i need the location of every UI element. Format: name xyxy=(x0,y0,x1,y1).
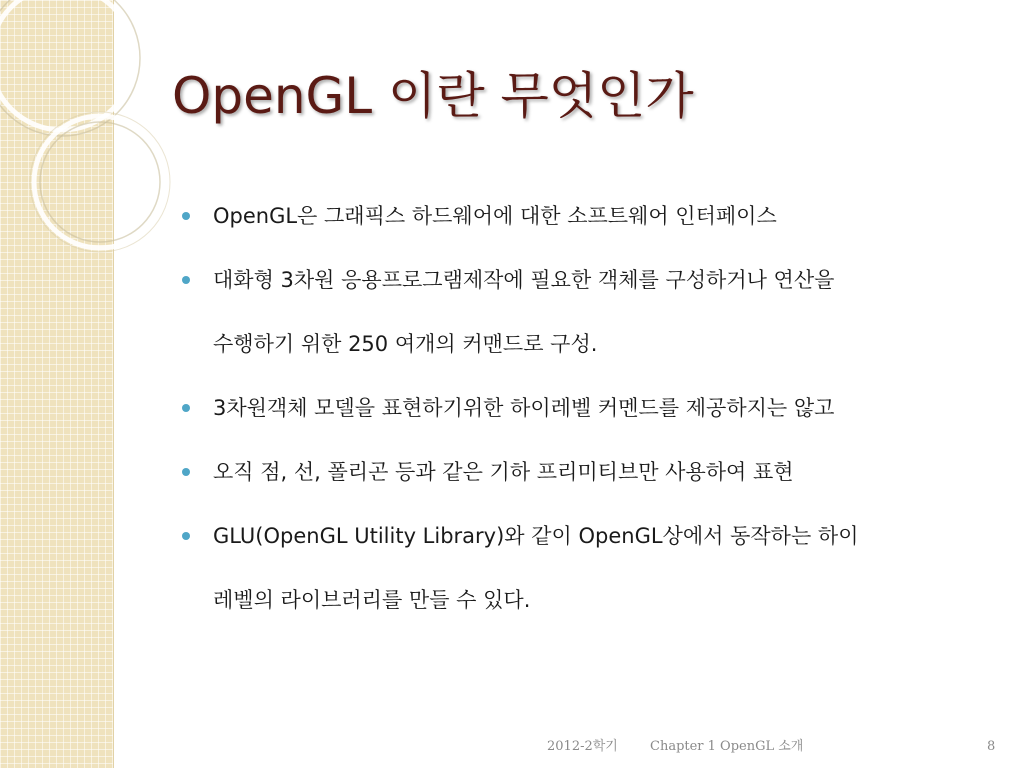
round-bullet-icon xyxy=(182,276,190,284)
bullet-text-continued: 수행하기 위한 250 여개의 커맨드로 구성. xyxy=(213,332,598,356)
bullet-item xyxy=(180,184,1000,248)
bullet-text: 오직 점, 선, 폴리곤 등과 같은 기하 프리미티브만 사용하여 표현 xyxy=(213,460,794,484)
slide-title: OpenGL 이란 무엇인가 xyxy=(172,67,694,125)
bullet-item xyxy=(180,248,1000,376)
bullet-text-continued: 레벨의 라이브러리를 만들 수 있다. xyxy=(213,588,531,612)
bullet-text: GLU(OpenGL Utility Library)와 같이 OpenGL상에서 동작하는 하이 xyxy=(213,524,859,548)
bullet-item xyxy=(180,504,1000,632)
bullet-text: 대화형 3차원 응용프로그램제작에 필요한 객체를 구성하거나 연산을 xyxy=(213,268,835,292)
bullet-text: 3차원객체 모델을 표현하기위한 하이레벨 커멘드를 제공하지는 않고 xyxy=(213,396,835,420)
round-bullet-icon xyxy=(182,532,190,540)
round-bullet-icon xyxy=(182,404,190,412)
bullet-list xyxy=(180,184,1000,632)
ring-decoration-icon xyxy=(0,0,200,260)
footer-chapter: Chapter 1 OpenGL 소개 xyxy=(650,739,804,754)
bullet-item xyxy=(180,376,1000,440)
round-bullet-icon xyxy=(182,212,190,220)
footer-page-number: 8 xyxy=(987,739,996,754)
bullet-item xyxy=(180,440,1000,504)
round-bullet-icon xyxy=(182,468,190,476)
footer-date: 2012-2학기 xyxy=(547,739,618,754)
bullet-text: OpenGL은 그래픽스 하드웨어에 대한 소프트웨어 인터페이스 xyxy=(213,204,777,228)
